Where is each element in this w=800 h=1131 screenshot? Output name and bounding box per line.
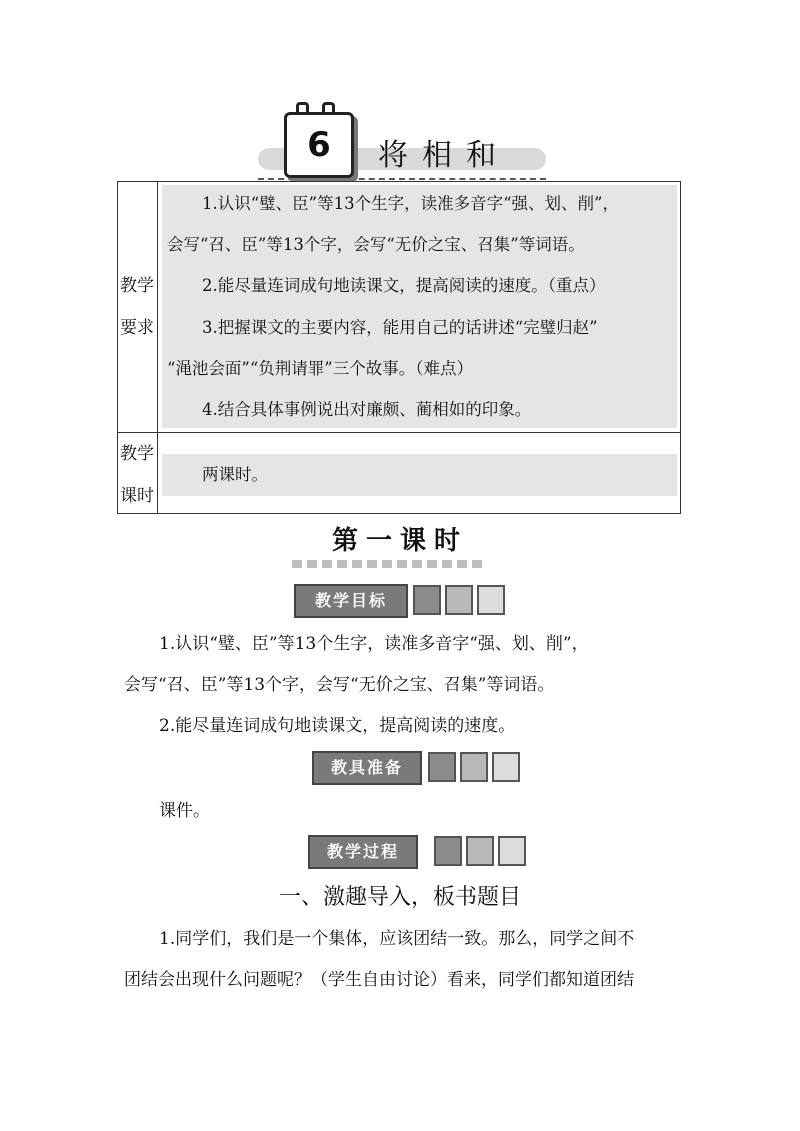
section-title: 第一课时 <box>331 526 468 556</box>
materials-text: 课件。 <box>159 801 210 821</box>
objective-line: 1.认识“璧、臣”等13个生字，读准多音字“强、划、削”， <box>159 634 589 654</box>
badge-square-icon <box>445 585 473 615</box>
objective-line: 会写“召、臣”等13个字，会写“无价之宝、召集”等词语。 <box>124 675 555 695</box>
badge-square-icon <box>498 836 526 866</box>
badge-square-icon <box>434 836 462 866</box>
badge-square-icon <box>460 752 488 782</box>
table-label-requirements: 要求 <box>120 318 154 338</box>
badge-square-icon <box>466 836 494 866</box>
table-label-teaching: 教学 <box>120 276 154 296</box>
process-line: 团结会出现什么问题呢？（学生自由讨论）看来，同学们都知道团结 <box>124 970 634 990</box>
badge-square-icon <box>413 585 441 615</box>
requirement-line: “渑池会面”“负荆请罪”三个故事。（难点） <box>167 359 473 378</box>
badge-square-icon <box>492 752 520 782</box>
requirement-line: 1.认识“璧、臣”等13个生字，读准多音字“强、划、削”， <box>202 194 619 213</box>
lesson-number: 6 <box>307 125 331 165</box>
badge-square-icon <box>477 585 505 615</box>
requirement-line: 4.结合具体事例说出对廉颇、蔺相如的印象。 <box>202 400 532 419</box>
table-divider <box>157 181 158 514</box>
table-label-hours: 课时 <box>120 486 154 506</box>
table-divider <box>117 432 681 433</box>
process-line: 1.同学们，我们是一个集体，应该团结一致。那么，同学之间不 <box>159 929 635 949</box>
hours-text: 两课时。 <box>202 465 268 484</box>
process-heading: 一、激趣导入，板书题目 <box>278 885 521 910</box>
table-label-teaching: 教学 <box>120 444 154 464</box>
title-divider <box>258 178 546 180</box>
lesson-number-calendar-icon <box>284 112 354 178</box>
materials-badge: 教具准备 <box>312 751 422 785</box>
badge-square-icon <box>428 752 456 782</box>
objectives-badge: 教学目标 <box>294 584 408 618</box>
process-badge: 教学过程 <box>308 835 418 869</box>
decorative-dots <box>292 553 487 561</box>
requirements-cell-shade <box>162 185 677 428</box>
requirement-line: 会写“召、臣”等13个字，会写“无价之宝、召集”等词语。 <box>167 235 585 254</box>
objective-line: 2.能尽量连词成句地读课文，提高阅读的速度。 <box>159 716 516 736</box>
requirement-line: 2.能尽量连词成句地读课文，提高阅读的速度。（重点） <box>202 276 606 295</box>
requirement-line: 3.把握课文的主要内容，能用自己的话讲述“完璧归赵” <box>202 318 598 337</box>
lesson-title: 将相和 <box>378 138 510 173</box>
